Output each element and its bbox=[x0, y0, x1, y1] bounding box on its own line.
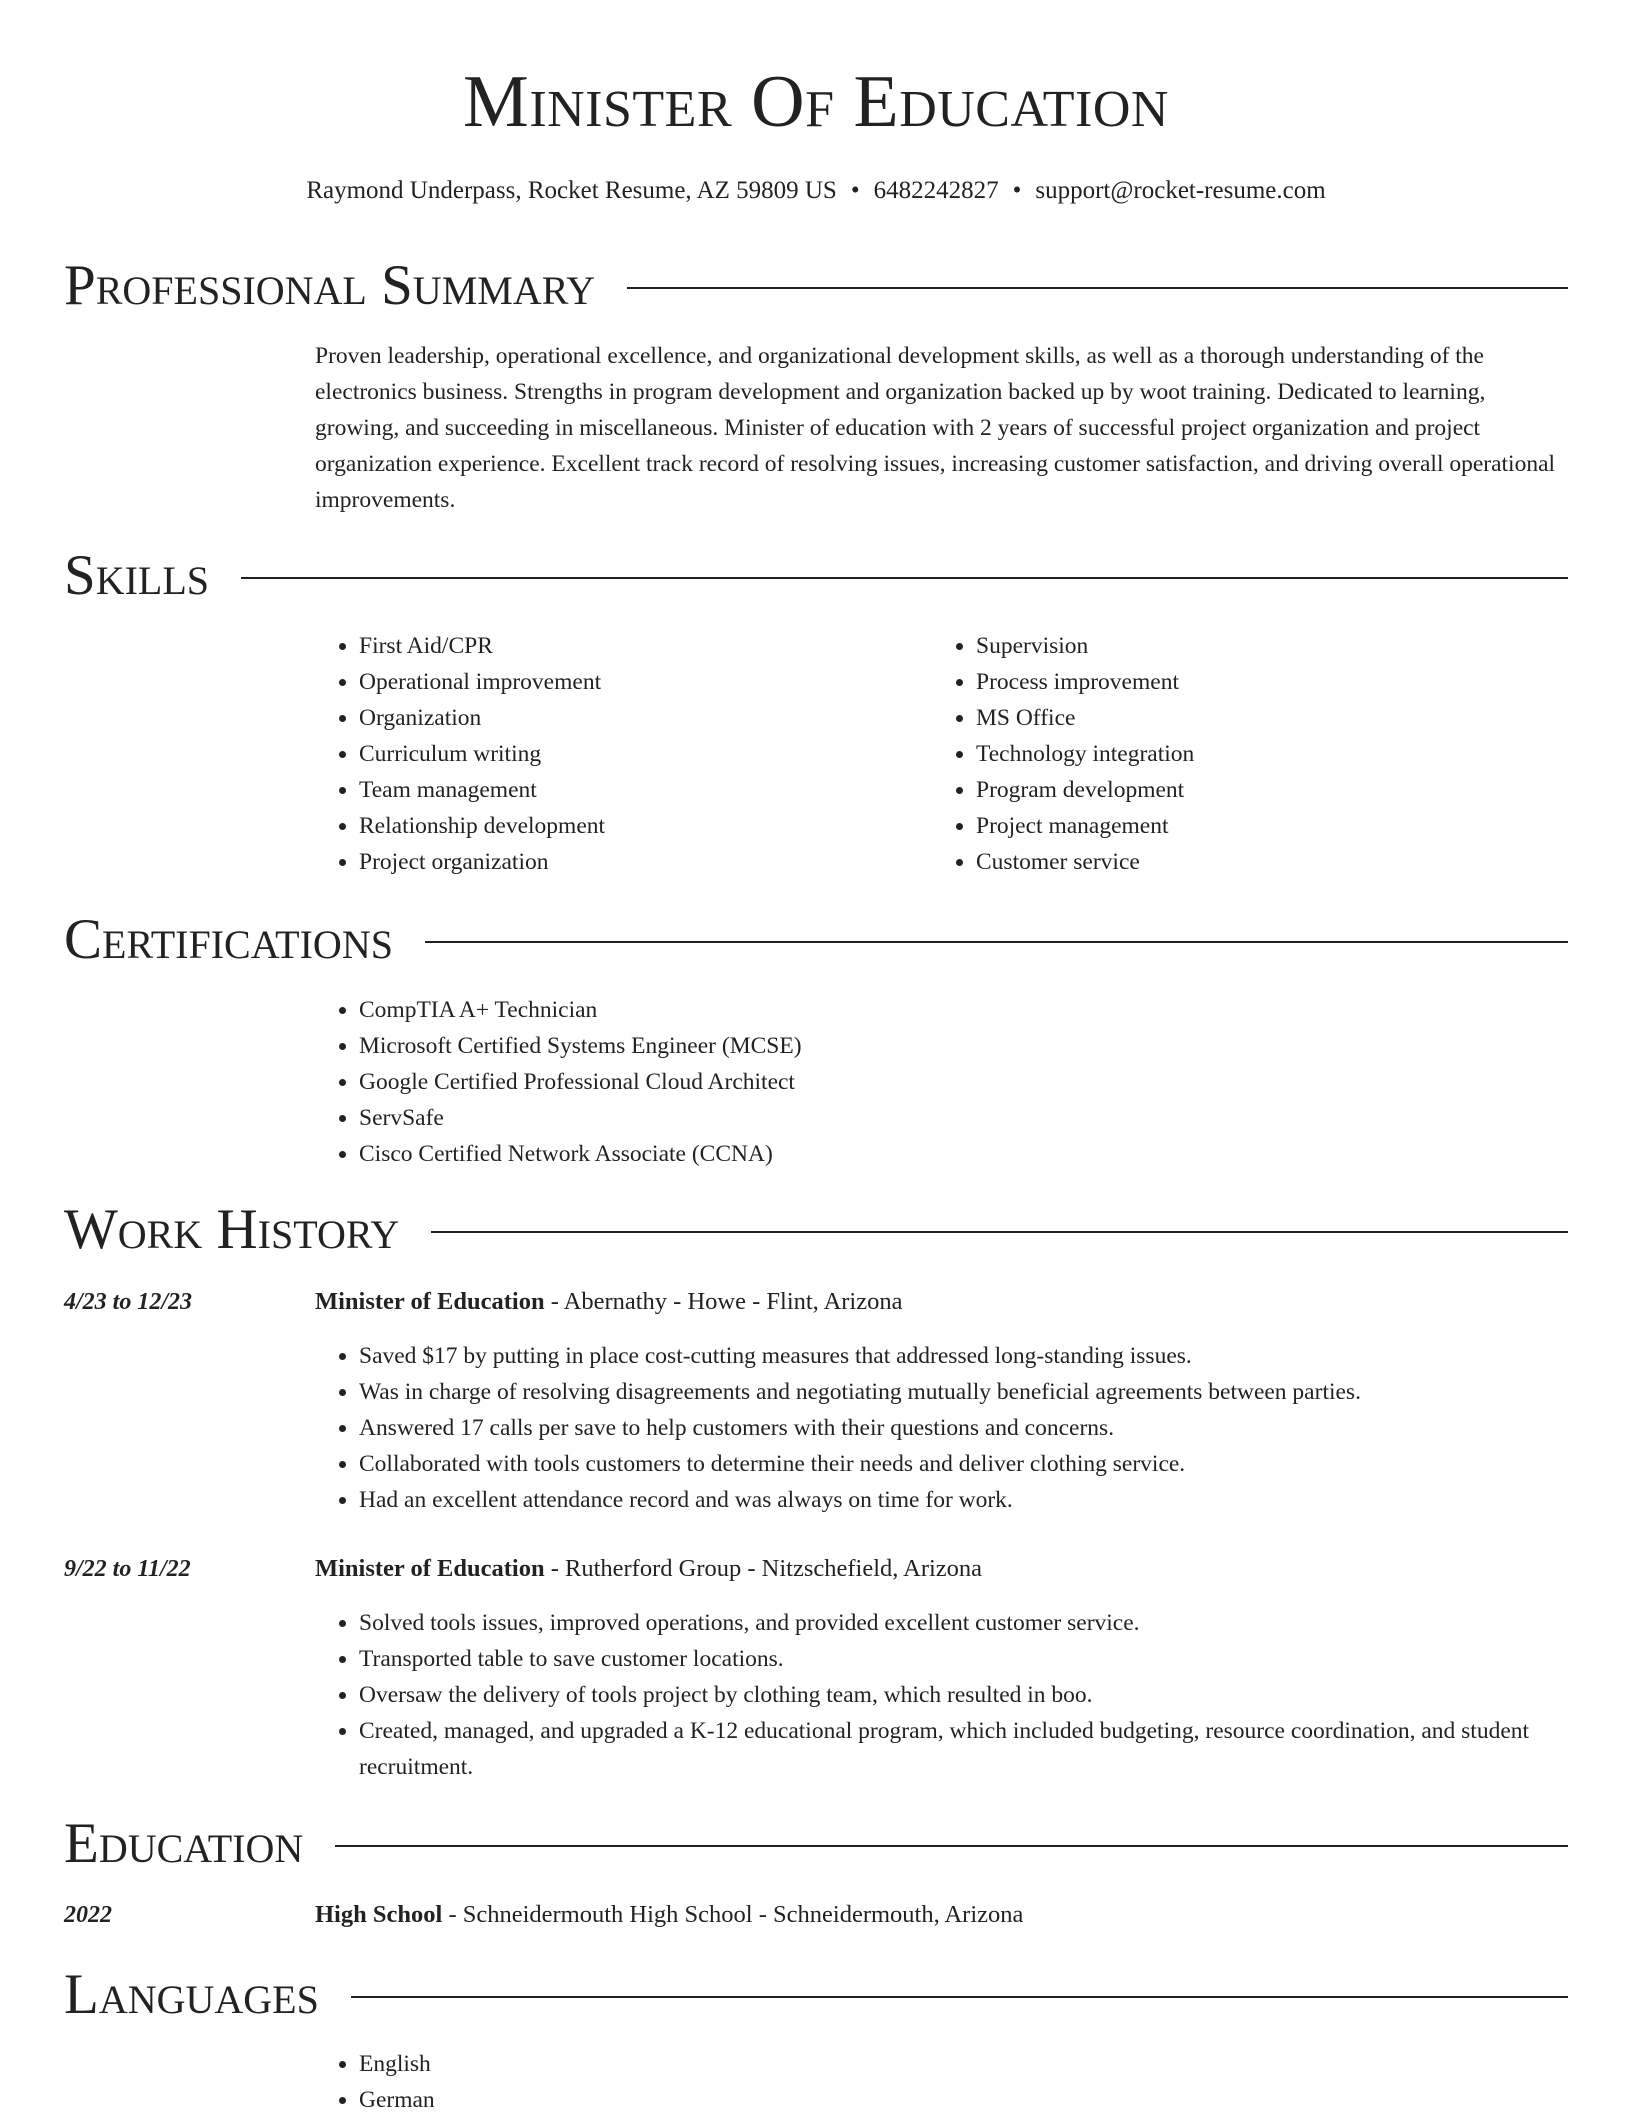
certification-item: • Microsoft Certified Systems Engineer (MCSE) bbox=[359, 1028, 1559, 1064]
job-bullet: • Had an excellent attendance record and was always on time for work. bbox=[359, 1482, 1614, 1518]
job-title-line bbox=[315, 1554, 982, 1584]
job-bullet: • Was in charge of resolving disagreements and negotiating mutually beneficial agreements between parties. bbox=[359, 1374, 1614, 1410]
job-role: Minister of Education bbox=[315, 1288, 545, 1315]
job-bullet: • Solved tools issues, improved operations, and provided excellent customer service. bbox=[359, 1605, 1614, 1641]
summary-text: Proven leadership, operational excellence, and organizational development skills, as well as a thorough understanding of the electronics business. Strengths in program development and organization backed up by woot training. Dedicated to learning, growing, and succeeding in miscellaneous. Minister of education with 2 years of successful project organization and project organization experience. Excellent track record of resolving issues, increasing customer satisfaction, and driving overall operational improvements. bbox=[315, 343, 1556, 513]
job-bullet: • Answered 17 calls per save to help customers with their questions and concerns. bbox=[359, 1410, 1614, 1446]
job-dates: 4/23 to 12/23 bbox=[64, 1289, 193, 1315]
section-header-summary bbox=[64, 256, 1568, 316]
section-header-languages bbox=[64, 1965, 1568, 2025]
skill-item: • First Aid/CPR bbox=[359, 628, 919, 664]
job-dates: 9/22 to 11/22 bbox=[64, 1556, 191, 1582]
section-divider bbox=[335, 1845, 1568, 1847]
education-school-location: - Schneidermouth High School - Schneidermouth, Arizona bbox=[442, 1901, 1024, 1928]
section-title-work-history: Work History bbox=[64, 1198, 400, 1261]
section-title-languages: Languages bbox=[64, 1963, 319, 2026]
section-title-summary: Professional Summary bbox=[64, 254, 596, 317]
certification-item: • Google Certified Professional Cloud Architect bbox=[359, 1064, 1559, 1100]
section-divider bbox=[351, 1996, 1568, 1998]
contact-email: support@rocket-resume.com bbox=[1035, 177, 1326, 204]
skill-item: • Process improvement bbox=[976, 664, 1576, 700]
skill-item: • Program development bbox=[976, 772, 1576, 808]
skills-list-right bbox=[932, 628, 1576, 880]
job-bullet: • Oversaw the delivery of tools project by clothing team, which resulted in boo. bbox=[359, 1677, 1614, 1713]
certification-item: • ServSafe bbox=[359, 1100, 1559, 1136]
language-item: • German bbox=[359, 2082, 959, 2118]
education-degree: High School bbox=[315, 1901, 443, 1928]
contact-separator: • bbox=[850, 177, 860, 204]
job-bullet: • Transported table to save customer locations. bbox=[359, 1641, 1614, 1677]
job-employer-location: - Rutherford Group - Nitzschefield, Arizona bbox=[544, 1555, 983, 1582]
contact-phone: 6482242827 bbox=[873, 177, 999, 204]
section-divider bbox=[425, 941, 1568, 943]
section-title-skills: Skills bbox=[64, 544, 210, 607]
skills-list-left bbox=[315, 628, 919, 880]
section-divider bbox=[627, 287, 1568, 289]
job-bullets bbox=[315, 1605, 1614, 1785]
skill-item: • Project management bbox=[976, 808, 1576, 844]
section-divider bbox=[241, 577, 1568, 579]
contact-address: Raymond Underpass, Rocket Resume, AZ 59809 US bbox=[306, 177, 837, 204]
job-employer-location: - Abernathy - Howe - Flint, Arizona bbox=[544, 1288, 903, 1315]
education-line bbox=[315, 1900, 1023, 1930]
job-title-line bbox=[315, 1287, 903, 1317]
skill-item: • Customer service bbox=[976, 844, 1576, 880]
skill-item: • Team management bbox=[359, 772, 919, 808]
section-header-certifications bbox=[64, 910, 1568, 970]
skill-item: • Relationship development bbox=[359, 808, 919, 844]
languages-list bbox=[315, 2046, 959, 2118]
job-role: Minister of Education bbox=[315, 1555, 545, 1582]
skill-item: • Organization bbox=[359, 700, 919, 736]
job-bullet: • Created, managed, and upgraded a K-12 educational program, which included budgeting, resource coordination, and student recruitment. bbox=[359, 1713, 1614, 1785]
job-bullet: • Saved $17 by putting in place cost-cutting measures that addressed long-standing issues. bbox=[359, 1338, 1614, 1374]
certifications-list bbox=[315, 992, 1559, 1172]
skill-item: • MS Office bbox=[976, 700, 1576, 736]
job-bullet: • Collaborated with tools customers to determine their needs and deliver clothing service. bbox=[359, 1446, 1614, 1482]
skill-item: • Technology integration bbox=[976, 736, 1576, 772]
contact-separator: • bbox=[1012, 177, 1022, 204]
section-header-work-history bbox=[64, 1200, 1568, 1260]
skill-item: • Supervision bbox=[976, 628, 1576, 664]
certification-item: • CompTIA A+ Technician bbox=[359, 992, 1559, 1028]
section-header-skills bbox=[64, 546, 1568, 606]
contact-line bbox=[0, 176, 1632, 206]
section-title-certifications: Certifications bbox=[64, 908, 393, 971]
education-year: 2022 bbox=[64, 1902, 112, 1928]
certification-item: • Cisco Certified Network Associate (CCNA) bbox=[359, 1136, 1559, 1172]
skill-item: • Operational improvement bbox=[359, 664, 919, 700]
skill-item: • Curriculum writing bbox=[359, 736, 919, 772]
section-title-education: Education bbox=[64, 1812, 304, 1875]
skill-item: • Project organization bbox=[359, 844, 919, 880]
language-item: • English bbox=[359, 2046, 959, 2082]
candidate-name: Minister Of Education bbox=[463, 61, 1169, 143]
section-divider bbox=[431, 1231, 1568, 1233]
section-header-education bbox=[64, 1814, 1568, 1874]
job-bullets bbox=[315, 1338, 1614, 1518]
